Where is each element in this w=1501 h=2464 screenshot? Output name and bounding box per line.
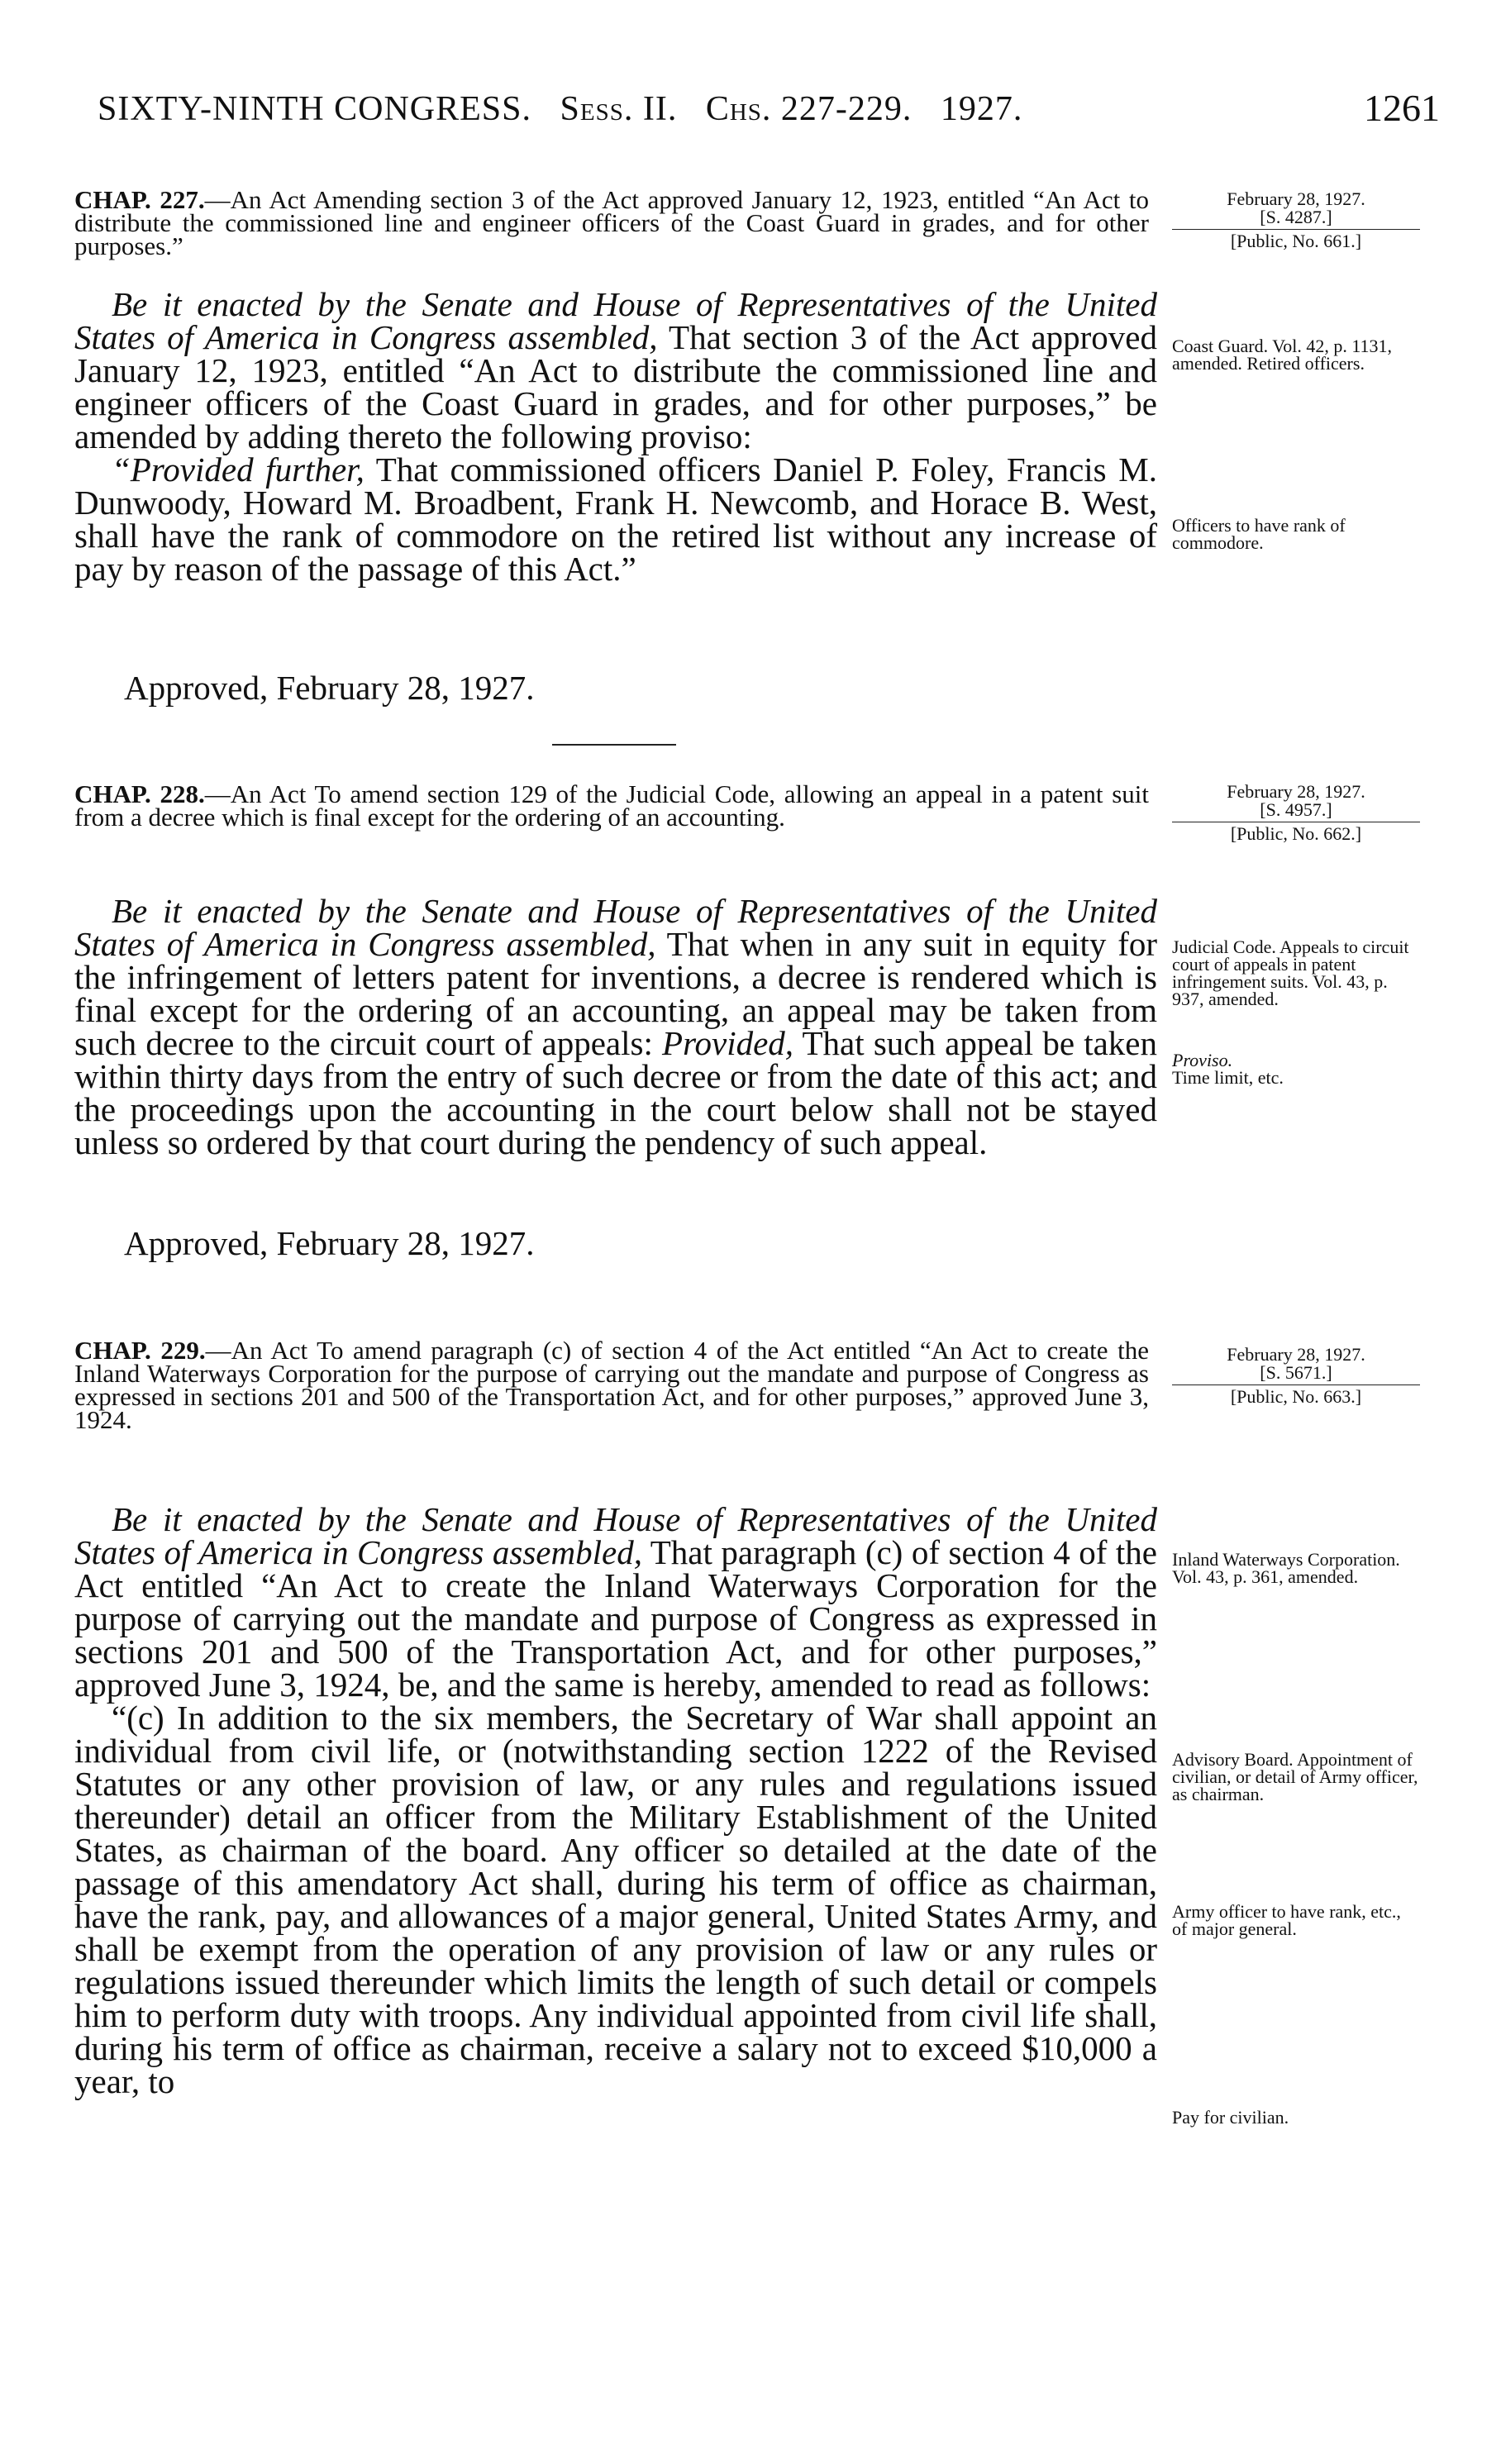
chap-229-title: [74, 1336, 1150, 1434]
chap-229-citation: [1172, 1346, 1420, 1406]
chap-227-proviso-label: “Provided further,: [112, 450, 365, 489]
chap-228-body: [74, 894, 1157, 1159]
section-divider: [552, 744, 676, 746]
chap-227-label: CHAP. 227.: [74, 185, 205, 214]
divider: [1172, 229, 1420, 230]
chap-229-enact: Be it enacted by the Senate and House of Representatives of the United States of America in Congress assembled,: [74, 1500, 1157, 1571]
chap-227-approved: Approved, February 28, 1927.: [124, 669, 535, 707]
chap-229-para2: “(c) In addition to the six members, the Secretary of War shall appoint an individual from civil life, or (notwithstanding section 1222 of the Revised Statutes or any other provision of law, or any rules and regulations issued thereunder) detail an officer from the Military Establishment of the United States, as chairman of the board. Any officer so detailed at the date of the passage of this amendatory Act shall, during his term of office as chairman, have the rank, pay, and allowances of a major general, United States Army, and shall be exempt from the operation of any provision of law or any rules or regulations issued thereunder which limits the length of such detail or compels him to perform duty with troops. Any individual appointed from civil life shall, during his term of office as chairman, receive a salary not to exceed $10,000 a year, to: [74, 1699, 1157, 2100]
year-label: 1927.: [940, 90, 1023, 128]
chap-228-label: CHAP. 228.: [74, 779, 205, 808]
chap-228-note1: Judicial Code. Appeals to circuit court of appeals in patent infringement suits. Vol. 43, p. 937, amended.: [1172, 937, 1409, 1009]
chap-227-note1: Coast Guard. Vol. 42, p. 1131, amended. Retired officers.: [1172, 336, 1393, 374]
chap-227-title: [74, 185, 1149, 260]
chap-228-note2-block: [1172, 1051, 1420, 1086]
chap-227-citation: [1172, 190, 1420, 250]
chap-228-para1a: That when in any suit in equity for the infringement of letters patent for inventions, a decree is rendered which is final except for the ordering of an accounting, an appeal may be taken from such decree to the circuit court of appeals:: [74, 925, 1157, 1062]
running-head: [98, 89, 1420, 129]
chap-228-bill: [S. 4957.]: [1260, 799, 1332, 820]
chap-229-title-text: —An Act To amend paragraph (c) of section 4 of the Act entitled “An Act to create the Inland Waterways Corporation for the purpose of carrying out the mandate and purpose of Congress as expressed in sections 201 and 500 of the Transportation Act, and for other purposes,” approved June 3, 1924.: [74, 1336, 1150, 1434]
chap-229-body: [74, 1500, 1157, 2100]
chap-229-public: [Public, No. 663.]: [1230, 1386, 1362, 1407]
session-label: Sess. II.: [560, 90, 678, 128]
chap-227-para1: That section 3 of the Act approved January 12, 1923, entitled “An Act to distribute the commissioned line and engineer officers of the Coast Guard in grades, and for other purposes,” be amended by adding thereto the following proviso:: [74, 318, 1157, 455]
chap-228-title-text: —An Act To amend section 129 of the Judicial Code, allowing an appeal in a patent suit from a decree which is final except for the ordering of an accounting.: [74, 779, 1150, 832]
chap-228-proviso-label: Provided,: [662, 1024, 794, 1062]
chap-229-para1: That paragraph (c) of section 4 of the Act entitled “An Act to create the Inland Waterways Corporation for the purpose of carrying out the mandate and purpose of Congress as expressed in sections 201 and 500 of the Transportation Act, and for other purposes,” approved June 3, 1924, be, and the same is hereby, amended to read as follows:: [74, 1533, 1157, 1704]
chap-229-note3: Army officer to have rank, etc., of major general.: [1172, 1901, 1401, 1939]
chap-229-date: February 28, 1927.: [1227, 1344, 1365, 1365]
chap-228-citation: [1172, 783, 1420, 843]
chap-228-enact: Be it enacted by the Senate and House of Representatives of the United States of America in Congress assembled,: [74, 892, 1157, 963]
page-number: 1261: [1364, 87, 1440, 129]
chap-227-enact: Be it enacted by the Senate and House of Representatives of the United States of America in Congress assembled,: [74, 285, 1157, 356]
chap-227-title-text: —An Act Amending section 3 of the Act approved January 12, 1923, entitled “An Act to distribute the commissioned line and engineer officers of the Coast Guard in grades, and for other purposes.”: [74, 185, 1149, 260]
chap-229-note4: Pay for civilian.: [1172, 2107, 1289, 2128]
chap-227-public: [Public, No. 661.]: [1230, 231, 1362, 251]
chap-229-note2: Advisory Board. Appointment of civilian, or detail of Army officer, as chairman.: [1172, 1749, 1418, 1804]
chap-228-title: [74, 779, 1150, 832]
chap-227-para2: That commissioned officers Daniel P. Foley, Francis M. Dunwoody, Howard M. Broadbent, Frank H. Newcomb, and Horace B. West, shall have the rank of commodore on the retired list without any increase of pay by reason of the passage of this Act.”: [74, 450, 1157, 588]
chap-229-note1: Inland Waterways Corporation. Vol. 43, p. 361, amended.: [1172, 1549, 1400, 1587]
chap-228-approved: Approved, February 28, 1927.: [124, 1224, 535, 1262]
chap-227-note2: Officers to have rank of commodore.: [1172, 515, 1346, 553]
chapters-label: Chs. 227-229.: [705, 90, 913, 128]
chap-229-bill: [S. 5671.]: [1260, 1362, 1332, 1383]
chap-227-date: February 28, 1927.: [1227, 188, 1365, 209]
chap-228-note2: Time limit, etc.: [1172, 1067, 1284, 1088]
chap-228-para1b: That such appeal be taken within thirty days from the entry of such decree or from the date of this act; and the proceedings upon the accounting in the court below shall not be stayed unless so ordered by that court during the pendency of such appeal.: [74, 1024, 1158, 1161]
chap-228-public: [Public, No. 662.]: [1230, 823, 1362, 844]
chap-228-date: February 28, 1927.: [1227, 781, 1365, 802]
chap-227-bill: [S. 4287.]: [1260, 207, 1332, 227]
congress-label: SIXTY-NINTH CONGRESS.: [98, 90, 532, 128]
chap-227-body: [74, 285, 1157, 588]
chap-228-note2-label: Proviso.: [1172, 1050, 1233, 1070]
chap-229-label: CHAP. 229.: [74, 1336, 206, 1365]
